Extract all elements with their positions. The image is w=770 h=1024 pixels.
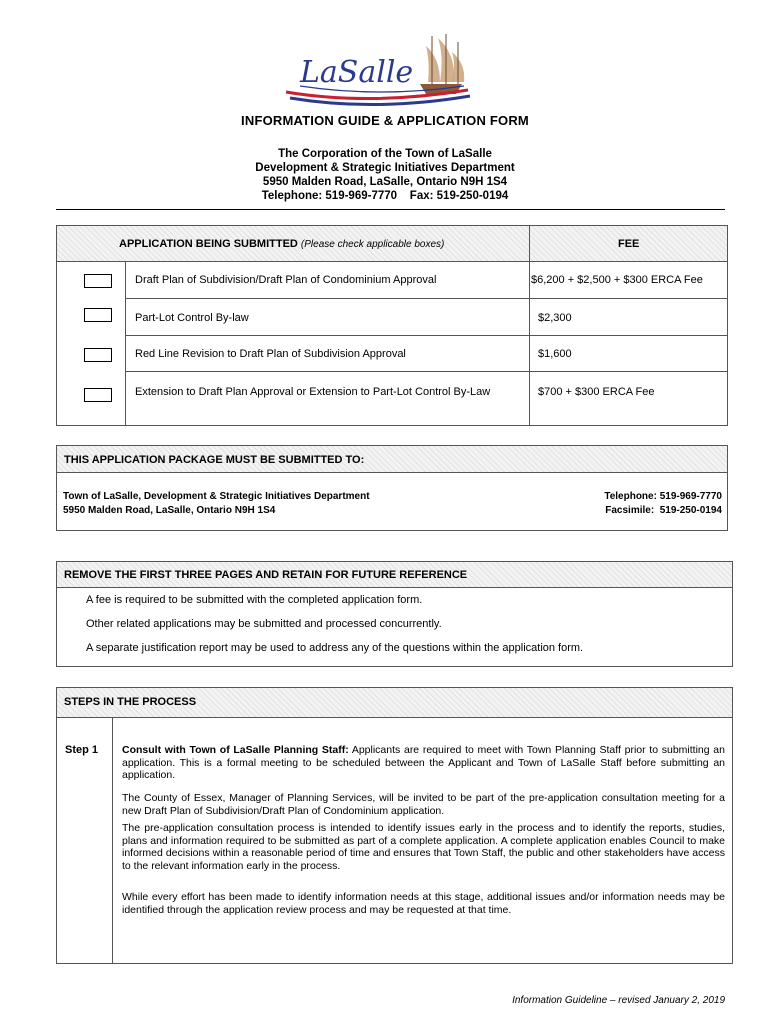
row-fee: $700 + $300 ERCA Fee xyxy=(538,386,655,398)
footer-revision: Information Guideline – revised January 2, 2019 xyxy=(512,995,725,1006)
checkbox-part-lot-control[interactable] xyxy=(84,308,112,322)
retain-note: Other related applications may be submitted and processed concurrently. xyxy=(86,618,442,630)
org-address: 5950 Malden Road, LaSalle, Ontario N9H 1S4 xyxy=(262,176,508,188)
row-fee: $6,200 + $2,500 + $300 ERCA Fee xyxy=(531,274,703,286)
steps-box xyxy=(56,687,733,964)
row-divider xyxy=(125,335,727,336)
application-table xyxy=(56,225,728,426)
retain-note: A fee is required to be submitted with the completed application form. xyxy=(86,594,423,606)
application-header-note: (Please check applicable boxes) xyxy=(300,239,445,250)
row-fee: $2,300 xyxy=(538,312,572,324)
org-phone-fax: Telephone: 519-969-7770 Fax: 519-250-0194 xyxy=(261,190,509,202)
retain-note: A separate justification report may be used to address any of the questions within the application form. xyxy=(86,642,584,654)
row-label: Extension to Draft Plan Approval or Extension to Part-Lot Control By-Law xyxy=(135,386,491,398)
org-name: The Corporation of the Town of LaSalle xyxy=(278,148,492,160)
step1-paragraph-consultation: The pre-application consultation process is intended to identify issues early in the process and to identify the reports, studies, plans and information required to be submitted as part of a complete application. A complete application enables Council to make informed decisions within a reasonable period of time and ensures that Town Staff, the public and other stakeholders have access to the relevant information early in the process. xyxy=(122,822,725,872)
row-label: Red Line Revision to Draft Plan of Subdivision Approval xyxy=(135,348,406,360)
retain-pages-heading: REMOVE THE FIRST THREE PAGES AND RETAIN FOR FUTURE REFERENCE xyxy=(64,569,468,581)
step1-paragraph-information-needs: While every effort has been made to identify information needs at this stage, additional issues and/or information needs may be identified through the application review process and may be requested at that time. xyxy=(122,891,725,916)
retain-pages-box xyxy=(56,561,733,667)
logo-wordmark: LaSalle xyxy=(300,55,414,90)
step-label: Step 1 xyxy=(65,744,99,756)
step1-paragraph-county: The County of Essex, Manager of Planning Services, will be invited to be part of the pre-application consultation meeting for a new Draft Plan of Subdivision/Draft Plan of Condominium application. xyxy=(122,792,725,817)
row-divider xyxy=(125,298,727,299)
row-fee: $1,600 xyxy=(538,348,572,360)
submission-heading: THIS APPLICATION PACKAGE MUST BE SUBMITTED TO: xyxy=(64,454,365,466)
org-department: Development & Strategic Initiatives Department xyxy=(255,162,515,174)
application-header-label: APPLICATION BEING SUBMITTED xyxy=(119,238,298,250)
submission-address-line2: 5950 Malden Road, LaSalle, Ontario N9H 1S4 xyxy=(63,505,276,516)
organization-block xyxy=(0,147,770,203)
step1-paragraph xyxy=(122,744,725,782)
submission-address-line1: Town of LaSalle, Development & Strategic Initiatives Department xyxy=(63,491,370,502)
ship-icon xyxy=(420,34,464,94)
checkbox-draft-plan[interactable] xyxy=(84,274,112,288)
row-label: Part-Lot Control By-law xyxy=(135,312,249,324)
checkbox-extension[interactable] xyxy=(84,388,112,402)
document-title: INFORMATION GUIDE & APPLICATION FORM xyxy=(241,113,529,128)
row-label: Draft Plan of Subdivision/Draft Plan of Condominium Approval xyxy=(135,274,437,286)
step1-text: Applicants are required to meet with Town Planning Staff prior to submitting an application. This is a formal meeting to be scheduled between the Applicant and Town of LaSalle Staff before submitting an application. xyxy=(122,744,725,782)
col-divider xyxy=(112,717,113,963)
step1-title: Consult with Town of LaSalle Planning Staff: xyxy=(122,744,349,756)
steps-heading: STEPS IN THE PROCESS xyxy=(64,696,197,708)
row-divider xyxy=(125,371,727,372)
divider xyxy=(56,209,725,210)
fee-header: FEE xyxy=(618,238,640,250)
lasalle-logo xyxy=(280,32,480,110)
submission-facsimile: Facsimile: 519-250-0194 xyxy=(605,505,722,516)
col-divider xyxy=(125,261,126,425)
checkbox-red-line-revision[interactable] xyxy=(84,348,112,362)
submission-telephone: Telephone: 519-969-7770 xyxy=(604,491,722,502)
col-divider xyxy=(529,226,530,425)
submission-info-box xyxy=(56,445,728,531)
